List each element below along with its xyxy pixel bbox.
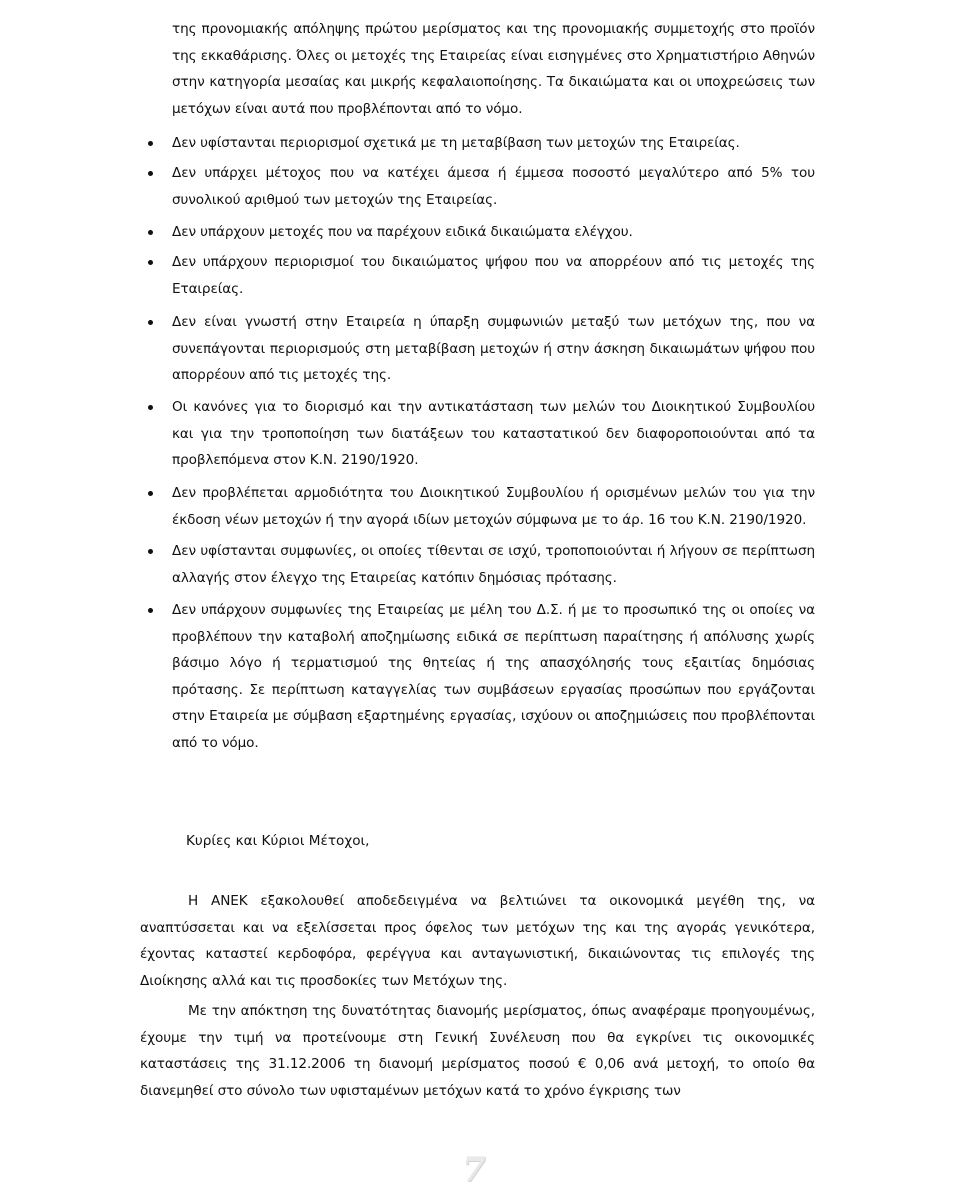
list-item <box>172 394 815 474</box>
page-number: 7 <box>462 1150 486 1190</box>
bullet-dot-icon <box>148 491 153 496</box>
list-item-text: Δεν προβλέπεται αρμοδιότητα του Διοικητικού Συμβουλίου ή ορισμένων μελών του για την έκδοση νέων μετοχών ή την αγορά ιδίων μετοχών σύμφωνα με το άρ. 16 του Κ.Ν. 2190/1920. <box>172 485 815 528</box>
list-item-text: Δεν υπάρχουν συμφωνίες της Εταιρείας με μέλη του Δ.Σ. ή με το προσωπικό της οι οποίες να προβλέπουν την καταβολή αποζημίωσης ειδικά σε περίπτωση παραίτησης ή απόλυσης χωρίς βάσιμο λόγο ή τερματισμού της θητείας ή της απασχόλησής τους εξαιτίας δημόσιας πρότασης. Σε περίπτωση καταγγελίας των συμβάσεων εργασίας προσώπων που εργάζονται στην Εταιρεία με σύμβαση εξαρτημένης εργασίας, ισχύουν οι αποζημιώσεις που προβλέπονται από το νόμο. <box>172 602 815 751</box>
list-item-text: Δεν υπάρχουν μετοχές που να παρέχουν ειδικά δικαιώματα ελέγχου. <box>172 224 633 240</box>
bullet-dot-icon <box>148 320 153 325</box>
paragraph-dividend: Με την απόκτηση της δυνατότητας διανομής μερίσματος, όπως αναφέραμε προηγουμένως, έχουμε την τιμή να προτείνουμε στη Γενική Συνέλευση που θα εγκρίνει τις οικονομικές καταστάσεις της 31.12.2006 τη διανομή μερίσματος ποσού € 0,06 ανά μετοχή, το οποίο θα διανεμηθεί στο σύνολο των υφισταμένων μετόχων κατά το χρόνο έγκρισης των <box>140 1003 815 1099</box>
paragraph-anek: Η ΑΝΕΚ εξακολουθεί αποδεδειγμένα να βελτιώνει τα οικονομικά μεγέθη της, να αναπτύσσεται και να εξελίσσεται προς όφελος των μετόχων της και της αγοράς γενικότερα, έχοντας καταστεί κερδοφόρα, φερέγγυα και ανταγωνιστική, δικαιώνοντας τις επιλογές της Διοίκησης αλλά και τις προσδοκίες των Μετόχων της. <box>140 893 815 989</box>
bullet-dot-icon <box>148 141 153 146</box>
list-item-text: Δεν υπάρχει μέτοχος που να κατέχει άμεσα ή έμμεσα ποσοστό μεγαλύτερο από 5% του συνολικού αριθμού των μετοχών της Εταιρείας. <box>172 165 815 208</box>
list-item <box>172 480 815 533</box>
list-item <box>172 130 815 157</box>
bullet-dot-icon <box>148 171 153 176</box>
list-item <box>172 249 815 302</box>
bullet-dot-icon <box>148 230 153 235</box>
list-item-text: Οι κανόνες για το διορισμό και την αντικατάσταση των μελών του Διοικητικού Συμβουλίου και για την τροποποίηση των διατάξεων του καταστατικού δεν διαφοροποιούνται από τα προβλεπόμενα στον Κ.Ν. 2190/1920. <box>172 399 815 468</box>
list-item-text: Δεν υπάρχουν περιορισμοί του δικαιώματος ψήφου που να απορρέουν από τις μετοχές της Εταιρείας. <box>172 254 815 297</box>
list-item <box>172 219 815 246</box>
list-item <box>172 309 815 389</box>
intro-paragraph-container <box>172 16 815 122</box>
list-item <box>172 597 815 756</box>
bullet-dot-icon <box>148 549 153 554</box>
bullet-dot-icon <box>148 608 153 613</box>
list-item-text: Δεν υφίστανται συμφωνίες, οι οποίες τίθενται σε ισχύ, τροποποιούνται ή λήγουν σε περίπτωση αλλαγής στον έλεγχο της Εταιρείας κατόπιν δημόσιας πρότασης. <box>172 543 815 586</box>
greeting: Κυρίες και Κύριοι Μέτοχοι, <box>186 833 370 849</box>
list-item <box>172 160 815 213</box>
list-item-text: Δεν είναι γνωστή στην Εταιρεία η ύπαρξη συμφωνιών μεταξύ των μετόχων της, που να συνεπάγονται περιορισμούς στη μεταβίβαση μετοχών ή στην άσκηση δικαιωμάτων ψήφου που απορρέουν από τις μετοχές της. <box>172 314 815 383</box>
closing-paragraphs <box>140 888 815 1104</box>
list-item <box>172 538 815 591</box>
intro-paragraph: της προνομιακής απόληψης πρώτου μερίσματος και της προνομιακής συμμετοχής στο προϊόν της εκκαθάρισης. Όλες οι μετοχές της Εταιρείας είναι εισηγμένες στο Χρηματιστήριο Αθηνών στην κατηγορία μεσαίας και μικρής κεφαλαιοποίησης. Τα δικαιώματα και οι υποχρεώσεις των μετόχων είναι αυτά που προβλέπονται από το νόμο. <box>172 21 815 117</box>
bullet-dot-icon <box>148 260 153 265</box>
list-item-text: Δεν υφίστανται περιορισμοί σχετικά με τη μεταβίβαση των μετοχών της Εταιρείας. <box>172 135 740 151</box>
bullet-dot-icon <box>148 405 153 410</box>
